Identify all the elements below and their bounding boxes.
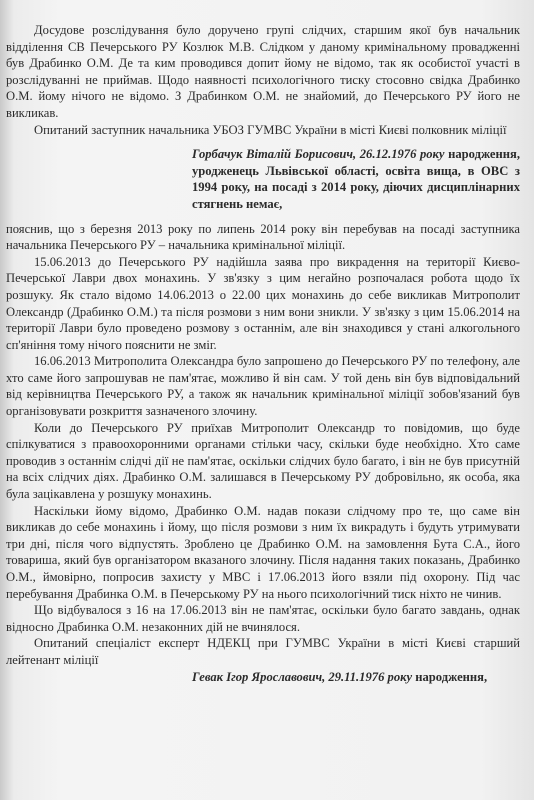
person-name-gevak: Гевак Ігор Ярославович, 29.11.1976 року xyxy=(192,669,413,684)
person-details-gorbachuk: народження, уродженець Львівської області, освіта вища, в ОВС з 1994 року, на посаді з 2014 року, діючих дисциплінарних стягнень немає, xyxy=(192,147,520,211)
paragraph-questioned-specialist: Опитаний спеціаліст експерт НДЕКЦ при ГУМВС України в місті Києві старший лейтенант міліції xyxy=(6,636,520,667)
person-name-gorbachuk: Горбачук Віталій Борисович, 26.12.1976 року xyxy=(192,147,445,162)
paragraph-events: Що відбувалося з 16 на 17.06.2013 він не пам'ятає, оскільки було багато завдань, однак відносно Драбинка О.М. незаконних дій не вчинялося. xyxy=(6,603,520,634)
paragraph-invitation: 16.06.2013 Митрополита Олександра було запрошено до Печерського РУ по телефону, але хто саме його запрошував не пам'ятає, можливо й він сам. У той день він був відповідальний від керівництва Печерського РУ, а також як начальник кримінальної міліції зобов'язаний був організовувати розкриття зазначеного злочину. xyxy=(6,354,520,419)
paragraph-explained: пояснив, що з березня 2013 року по липень 2014 року він перебував на посаді заступника начальника Печерського РУ – начальника кримінальної міліції. xyxy=(6,221,520,253)
person-info-gorbachuk xyxy=(192,146,520,212)
person-details-gevak: народження, xyxy=(415,669,488,684)
paragraph-investigation: Досудове розслідування було доручено групі слідчих, старшим якої був начальник відділення СВ Печерського РУ Козлюк М.В. Слідком у даному кримінальному провадженні був Драбинко О.М. Де та ким проводився допит йому не відомо, так як особистої участі в розслідуванні не приймав. Щодо наявності психологічного тиску стосовно свідка Драбинко О.М. йому нічого не відомо. З Драбинком О.М. не знайомий, до Печерського РУ його не викликав. xyxy=(6,23,520,120)
paragraph-questioned-deputy: Опитаний заступник начальника УБОЗ ГУМВС України в місті Києві полковник міліції xyxy=(34,122,507,137)
paragraph-abduction-report: 15.06.2013 до Печерського РУ надійшла заява про викрадення на території Києво-Печерської Лаври двох монахинь. У зв'язку з цим негайно розпочалася робота щодо їх розшуку. Як стало відомо 14.06.2013 о 22.00 цих монахинь до себе викликав Митрополит Олександр (Драбинко О.М.) та після розмови з ним вони зникли. У зв'язку з цим 15.06.2014 на території Лаври було проведено розмову з останнім, але він знаходився у стані алкогольного сп'яніння тому нічого пояснити не зміг. xyxy=(6,254,520,352)
paragraph-testimony: Наскільки йому відомо, Драбинко О.М. надав покази слідчому про те, що саме він викликав до себе монахинь і йому, що після розмови з ним їх викрадуть і будуть утримувати три дні, після чого відпустять. Зроблено це Драбинко О.М. на замовлення Бута С.А., його товариша, який був організатором вказаного злочину. Після надання таких показань, Драбинко О.М., ймовірно, попросив захисту у МВС і 17.06.2013 його взяли під охорону. Під час перебування Драбинка О.М. в Печерському РУ на нього психологічний тиск ніхто не чинив. xyxy=(6,503,520,601)
person-info-gevak xyxy=(192,669,520,686)
paragraph-arrival: Коли до Печерського РУ приїхав Митрополит Олександр то повідомив, що буде спілкуватися з правоохоронними органами стільки часу, скільки буде необхідно. Хто саме проводив з останнім слідчі дії не пам'ятає, оскільки слідчих було багато, і він не був присутній на всіх слідчих діях. Драбинко О.М. залишався в Печерському РУ добровільно, як особа, яка була зацікавлена у розшуку монахинь. xyxy=(6,420,520,502)
document-text xyxy=(6,22,520,685)
